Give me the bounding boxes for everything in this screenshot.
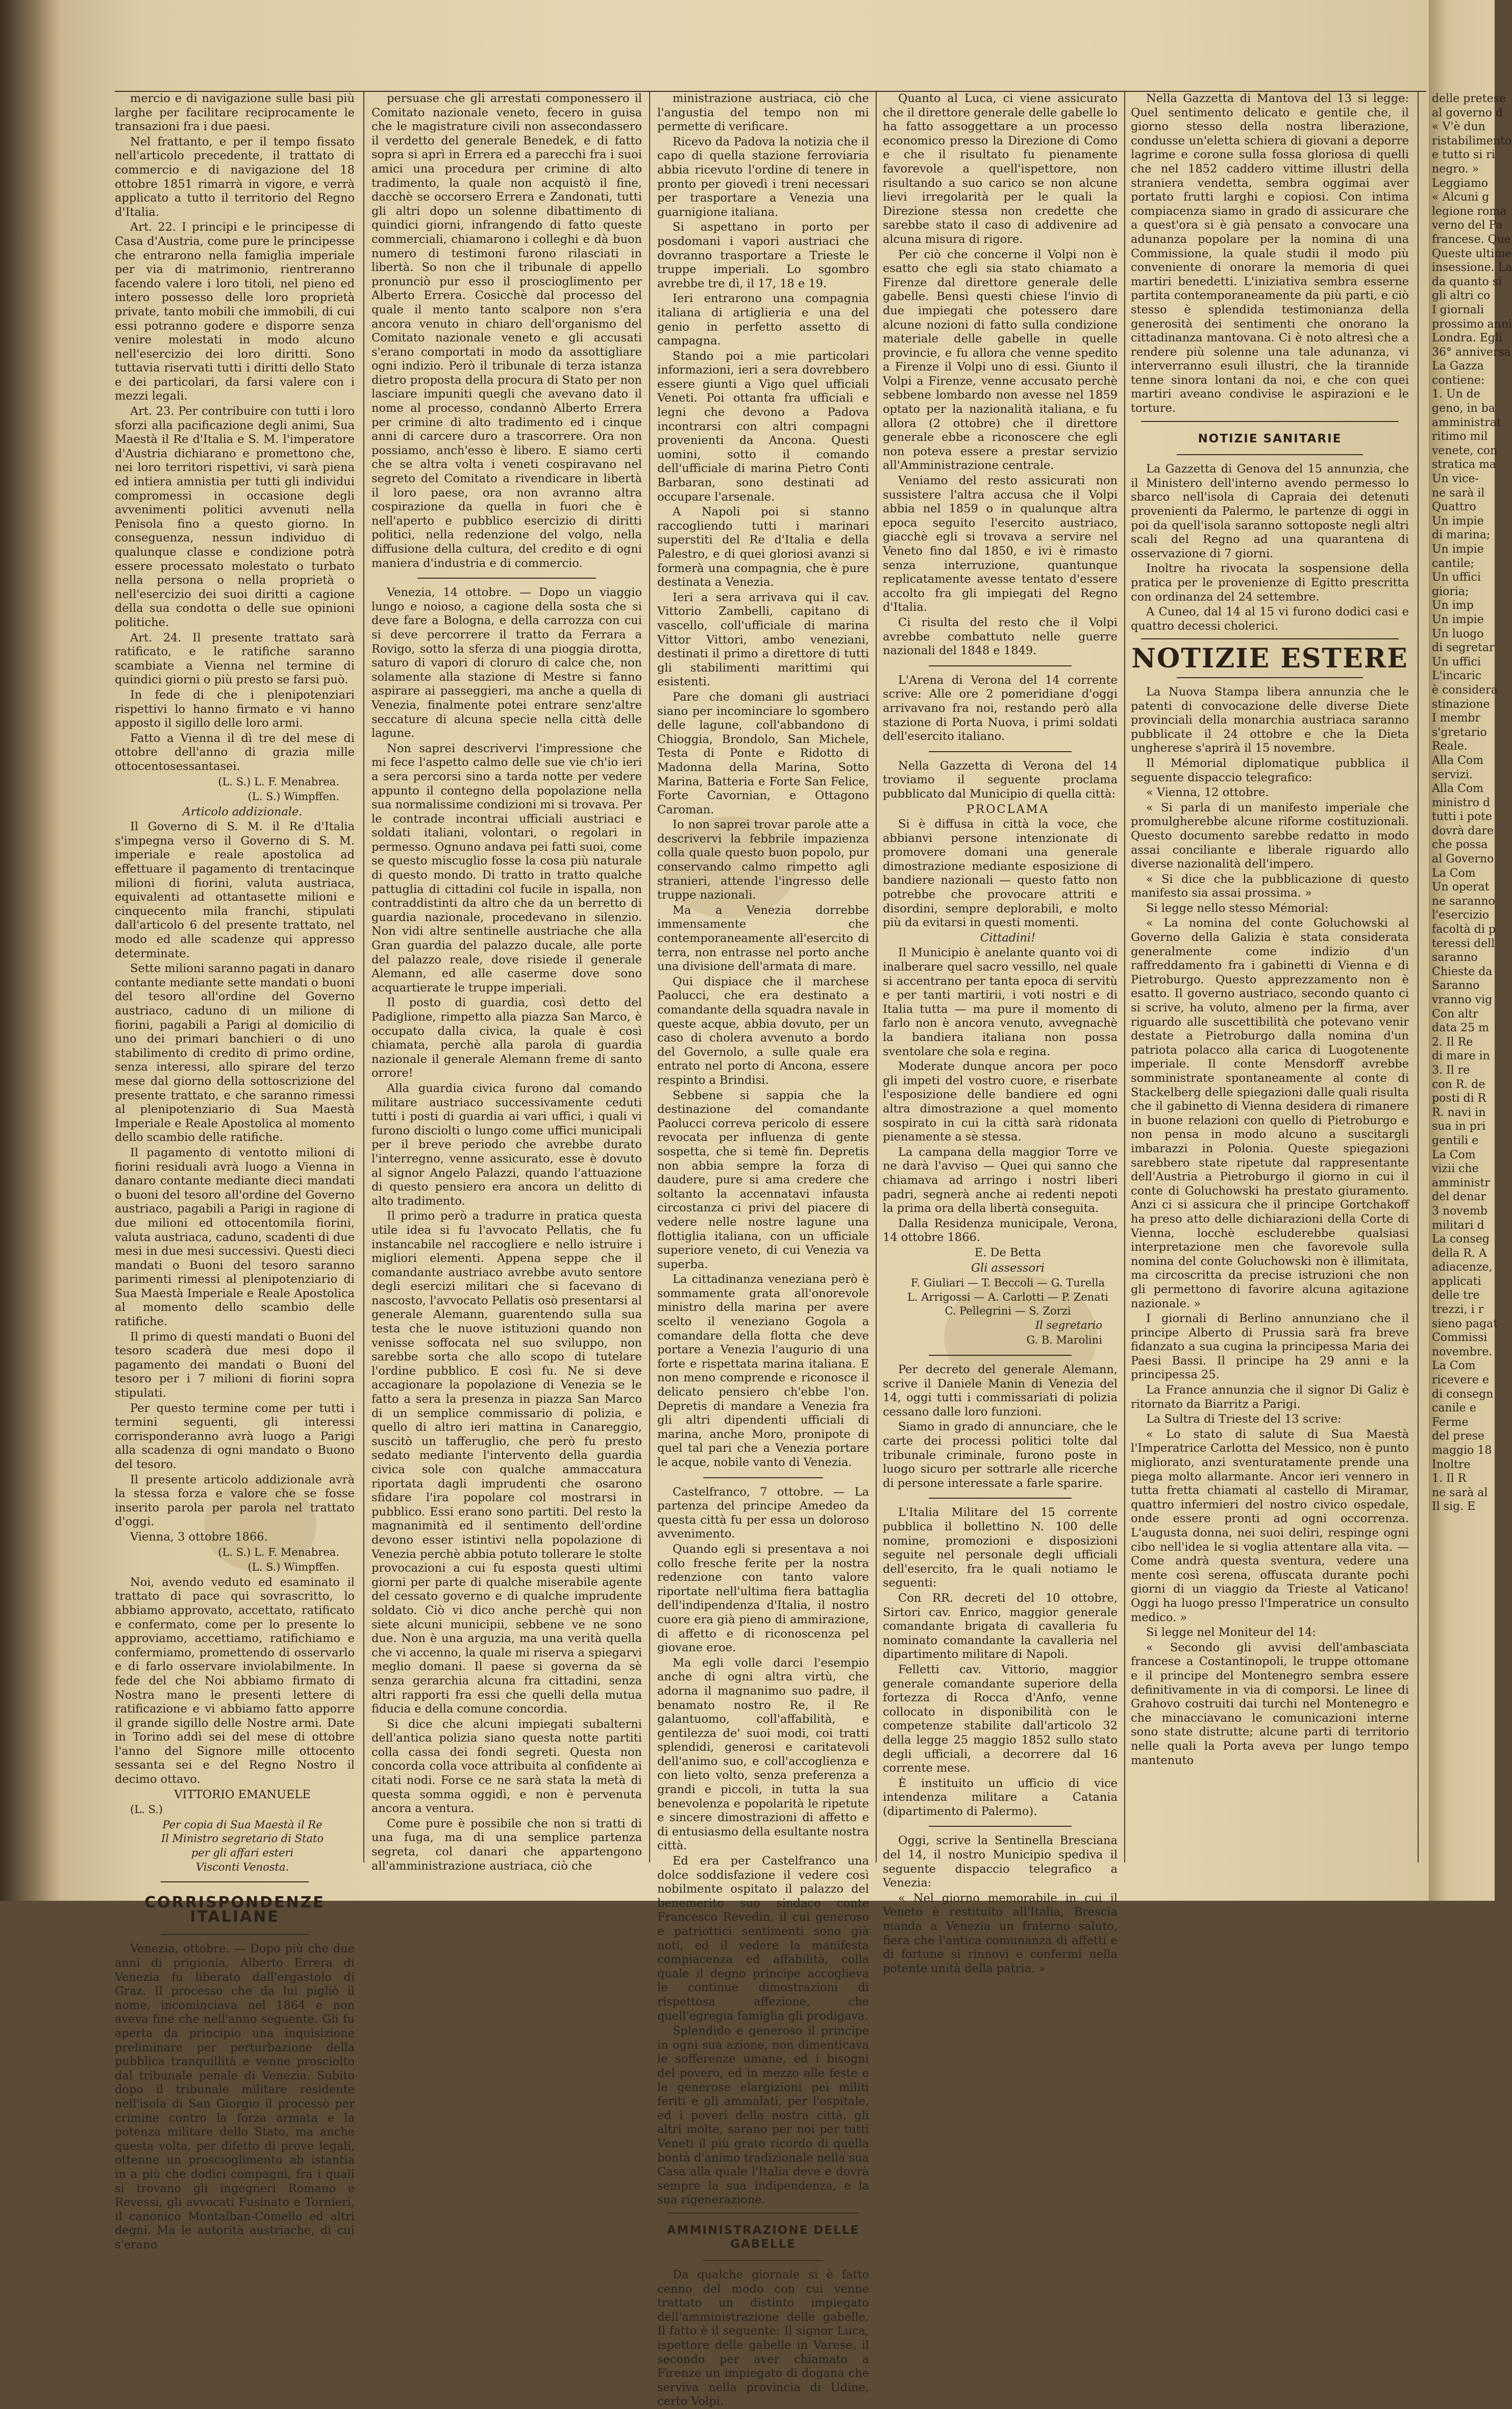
paragraph: persuase che gli arrestati componessero il Comitato nazionale veneto, fecero in guisa che le magistrature civili non assecondassero il verdetto del generale Benedek, e di fatto sopra si aprì in Errera ed a parecchi fra i suoi amici una procedura per crimine di alto tradimento, la quale non acquistò il fine, dacchè se occorsero Errera e Zandonati, tutti gli altri dopo un solenne dibattimento di quindici giorni, infrangendo di fatto queste commerciali, chiamarono i colleghi e dà buon numero di testimoni furono rilasciati in libertà. So non che il tribunale di appello pronunciò pur esso il proscioglimento per Alberto Errera. Cosicchè dal processo del quale il mento tanto scalpore non s'era ancora venuto in chiaro dell'organismo del Comitato nazionale veneto e gli accusati s'erano comportati in modo da assottigliare ogni indizio. Però il tribunale di terza istanza dietro proposta della procura di Stato per non lasciare impuniti quegli che avevano dato il nome al processo, condannò Alberto Errera per crimine di alto tradimento ed i cinque anni di carcere duro a trascorrere. Ora non possiamo, anch'esso è libero. E siamo certi che se altra volta i veneti cospiravano nel segreto del Comitato a rivendicare in libertà il loro paese, ora non avranno altra cospirazione da quella in fuori che è nell'aperto e pubblico esercizio di diritti politici, nella redenzione del volgo, nella diffusione della cultura, del credito e di ogni maniera d'industria e di commercio. [371,92,642,570]
edge-line: 1. Un de [1432,388,1480,401]
edge-line: ristabilimento [1432,134,1512,147]
assessori-line: C. Pellegrini — S. Zorzi [945,1305,1071,1318]
paragraph: Nella Gazzetta di Mantova del 13 si legge: Quel sentimento delicato e gentile che, il giorno stesso della nostra liberazione, condusse un'eletta schiera di giovani a deporre lagrime e corone sulla fossa gloriosa di quelli che nel 1852 caddero vittime illustri della straniera vendetta, sembra oggimai aver portato frutti larghi e copiosi. Con intima compiacenza siamo in grado di assicurare che a quest'ora si è già pensato a convocare una adunanza popolare per la nomina di una Commissione, la quale studii il modo più conveniente di onorare la memoria di quei martiri benedetti. L'iniziativa sembra esserne partita contemporaneamente da più parti, e ciò stesso è splendida testimonianza della generosità dei sentimenti che onorano la cittadinanza mantovana. Ci è noto altresì che a rendere più solenne una tale adunanza, vi interverranno esuli illustri, che la tirannide tenne sinora lontani da noi, e che con quei martiri aveano condivise le aspirazioni e le torture. [1131,92,1409,415]
edge-line: Chieste da [1432,965,1493,978]
assessori-title: Gli assessori [971,1261,1045,1275]
article-title: Articolo addizionale. [182,805,303,818]
paragraph: Da qualche giornale si è fatto cenno del modo con cui venne trattato un distinto impiegato dell'amministrazione delle gabelle. Il fatto è il seguente: Il signor Luca, ispettore delle gabelle in Varese, il secondo per aver chiamato a Firenze un impiegato di dogana che serviva nella provincia di Udine, certo Volpi. [657,2268,869,2408]
separator-rule [161,1881,309,1882]
paragraph: Qui dispiace che il marchese Paolucci, che era destinato a comandante della squadra navale in queste acque, abbia dovuto, per un caso di cholera avvenuto a bordo del Governolo, a sulle quale era entrato nel porto di Ancona, essere respinto a Brindisi. [657,975,869,1087]
countersign-line: Il Ministro segretario di Stato [161,1832,324,1845]
paragraph: Con RR. decreti del 10 ottobre, Sirtori cav. Enrico, maggior generale comandante brigata di cavalleria fu nominato comandante la cavalleria nel dipartimento militare di Napoli. [883,1591,1118,1661]
paragraph: Per decreto del generale Alemann, scrive il Daniele Manin di Venezia del 14, oggi tutti i commissariati di polizia cessano dalle loro funzioni. [883,1363,1118,1419]
paragraph: Inoltre ha rivocata la sospensione della pratica per le provenienze di Egitto prescritta con ordinanza del 24 settembre. [1131,562,1409,604]
edge-line: Un uffici [1432,655,1481,668]
column-divider [876,92,877,1862]
paragraph: Io non saprei trovar parole atte a descrivervi la febbrile impazienza colla quale questo buon popolo, pur conservando calmo rimpetto agli stranieri, attende l'ingresso delle truppe nazionali. [657,818,869,902]
proclama-paragraph: Cittadini! [980,931,1036,945]
seal-mark: (L. S.) [130,1803,163,1816]
edge-line: ne sarà al [1432,1486,1488,1499]
edge-line: 2. Il Re [1432,1035,1473,1049]
paragraph: « Lo stato di salute di Sua Maestà l'Imperatrice Carlotta del Messico, non è punto migliorato, anzi sventuratamente prende una piega molto allarmante. Ancor ieri vennero in tutta fretta chiamati al castello di Miramar, quattro infermieri del nostro civico ospedale, onde essere pronti ad ogni occorrenza. L'augusta donna, nei suoi deliri, respinge ogni cibo nell'idea le si voglia attentare alla vita. — Come andrà questa sventura, vedere una mente così serena, offuscata durante pochi giorni di un viaggio da Trieste al Vaticano! Oggi ha luogo presso l'Imperatrice un consulto medico. » [1131,1427,1409,1624]
edge-line: Alla Com [1432,754,1484,767]
signature-line: (L. S.) L. F. Menabrea. [218,1546,339,1558]
paragraph: Pare che domani gli austriaci siano per incominciare lo sgombero delle lagune, coll'abbandono di Chioggia, Brondolo, San Michele, Testa di Ponte e Ridotto di Madonna della Marina, Sotto Marina, Batteria e Forte San Felice, Forte Cavornian, e Ottagono Caroman. [657,690,869,816]
column-6-cutoff [1429,92,1512,1514]
separator-rule [929,665,1072,666]
edge-line: ricevere e [1432,1374,1489,1387]
edge-line: delle pretese [1432,92,1506,105]
proclama-title: PROCLAMA [966,802,1050,816]
column-2 [371,92,642,1873]
king-signature: VITTORIO EMANUELE [174,1787,311,1801]
separator-rule [1177,677,1363,678]
paragraph: Il pagamento di ventotto milioni di fiorini residuali avrà luogo a Vienna in danaro contante mediante dieci mandati o buoni del tesoro all'ordine del Governo austriaco, pagabili a Parigi in ragione di due milioni ed ottocentomila fiorini, valuta austriaca, caduno, scadenti di due mesi in due mesi successivi. Questi dieci mandati o Buoni del tesoro saranno parimenti rimessi al plenipotenziario di Sua Maestà Imperiale e Reale Apostolica al momento dello scambio delle ratifiche. [115,1146,355,1329]
edge-line: della R. A [1432,1247,1487,1260]
column-divider [1418,92,1419,1862]
edge-line: 1. Il R [1432,1472,1467,1485]
paragraph: I giornali di Berlino annunziano che il principe Alberto di Prussia sarà fra breve fidanzato a sua cugina la principessa Maria dei Paesi Bassi. Il principe ha 29 anni e la principessa 25. [1131,1312,1409,1382]
edge-line: Un imp [1432,599,1474,612]
edge-line: con R. de [1432,1078,1485,1091]
edge-line: Con altr [1432,1007,1478,1021]
section-title-sanitarie: NOTIZIE SANITARIE [1198,432,1342,445]
paragraph: La Gazzetta di Genova del 15 annunzia, che il Ministero dell'interno avendo permesso lo sbarco nell'isola di Capraia dei detenuti provenienti da Palermo, le partenze di oggi in poi da quell'isola saranno sottoposte negli altri scali del Regno ad una quarantena di osservazione di 7 giorni. [1131,462,1409,560]
edge-line: di consegn [1432,1387,1494,1401]
edge-line: La conseg [1432,1233,1490,1246]
paragraph: Sebbene si sappia che la destinazione del comandante Paolucci correva pericolo di essere revocata per influenza di gente sospetta, che si temè fin. Depretis non abbia sempre la forza di daudere, pure si ama credere che soltanto la accennatavi infausta circostanza ci privi del piacere di vedere nelle nostre lagune una flottiglia italiana, con un ufficiale superiore veneto, di cui Venezia va superba. [657,1088,869,1271]
edge-line: s'gretario [1432,726,1487,739]
edge-line: vizii che [1432,1162,1479,1176]
secretary-name: G. B. Marolini [1026,1334,1102,1347]
paragraph: La Sultra di Trieste del 13 scrive: [1146,1412,1342,1426]
paragraph: Ci risulta del resto che il Volpi avrebbe combattuto nelle guerre nazionali del 1848 e 1849. [883,615,1118,658]
edge-line: sieno pagat [1432,1317,1498,1330]
mayor-signature: E. De Betta [974,1246,1042,1259]
edge-line: Un impie [1432,543,1484,556]
edge-line: gioria; [1432,585,1469,598]
edge-line: Queste ultime [1432,247,1512,260]
assessori-line: F. Giuliari — T. Beccoli — G. Turella [910,1277,1105,1289]
signature-line: (L. S.) Wimpffen. [247,790,339,803]
paragraph: La France annunzia che il signor Di Galiz è ritornato da Biarritz a Parigi. [1131,1383,1409,1411]
edge-line: e tutto si ri [1432,148,1495,162]
edge-line: saranno [1432,951,1478,964]
paragraph: Come pure è possibile che non si tratti di una fuga, ma di una semplice partenza segreta, col danari che appartengono all'amministrazione austriaca, ciò che [371,1817,642,1873]
paragraph: Il presente articolo addizionale avrà la stessa forza e valore che se fosse inserito parola per parola nel trattato d'oggi. [115,1473,355,1529]
edge-line: maggio 18 [1432,1444,1492,1457]
edge-line: di segretar [1432,641,1495,655]
section-title-corrispondenze: CORRISPONDENZE ITALIANE [144,1894,325,1926]
separator-rule [1141,421,1399,422]
edge-line: che possa [1432,838,1488,852]
column-5 [1131,92,1409,1868]
column-3 [657,92,869,2408]
edge-line: canile e [1432,1402,1476,1415]
countersign-line: per gli affari esteri [191,1847,294,1859]
edge-line: gentili e [1432,1134,1479,1147]
edge-line: vranno vig [1432,994,1493,1006]
paragraph: Veniamo del resto assicurati non sussistere l'altra accusa che il Volpi abbia nel 1859 o in qualunque altra epoca seguito l'esercito austriaco, giacchè egli si trovava a servire nel Veneto fino dal 1850, e ivi è rimasto senza interruzione, quantunque replicatamente avesse tentato d'essere accolto fra gli impiegati del Regno d'Italia. [883,474,1118,614]
edge-line: applicati [1432,1275,1481,1288]
paragraph: « Si parla di un manifesto imperiale che promulgherebbe alcune riforme costituzionali. Questo documento sarebbe redatto in modo assai conciliante e liberale riguardo allo diverse nazionalità dell'impero. [1131,801,1409,871]
separator-rule [929,1498,1072,1499]
paragraph: Ma a Venezia dorrebbe immensamente che contemporaneamente all'esercito di terra, non entrasse nel porto anche una divisione dell'armata di mare. [657,903,869,974]
edge-line: La Com [1432,1148,1476,1161]
column-divider [649,92,650,1862]
edge-line: dovrà dare [1432,824,1494,837]
column-divider [363,92,364,1862]
paragraph: Non saprei descrivervi l'impressione che mi fece l'aspetto calmo delle sue vie ch'io ieri a sera percorsi sino a tarda notte per vedere appunto il contegno della popolazione nella sua normalissime condizioni mi si trovava. Per le contrade incontrai ufficiali austriaci e soldati italiani, volontari, o regolari in permesso. Ognuno andava pei fatti suoi, come se questo miscuglio fosse la cosa più naturale di questo mondo. Di tratto in tratto qualche pattuglia di cittadini col fucile in ispalla, non contraddistinti da altro che da un berretto di guardia nazionale, procedevano in silenzio. Non vidi altre sentinelle austriache che alla Gran guardia del palazzo ducale, alle porte del palazzo reale, dove risiede il generale Alemann, ed alle caserme dove sono acquartierate le truppe imperiali. [371,741,642,995]
paragraph: Si dice che alcuni impiegati subalterni dell'antica polizia siano questa notte partiti colla cassa dei fondi segreti. Questa non concorda colla voce attribuita al confidente ai citati nodi. Forse ce ne sarà stata la metà di questa somma oggidì, e non è pervenuta ancora a ventura. [371,1717,642,1816]
edge-line: I membr [1432,712,1481,725]
signature-line: (L. S.) L. F. Menabrea. [218,775,339,788]
edge-line: al Governo [1432,853,1494,866]
separator-rule [703,1477,823,1478]
edge-line: tutti i pote [1432,810,1492,824]
edge-line: Quattro [1432,501,1476,514]
edge-line: posti di R [1432,1092,1486,1105]
edge-line: Un vice- [1432,473,1479,486]
telegram-text: « Nel giorno memorabile in cui il Veneto è restituito all'Italia, Brescia manda a Venezia un fraterno saluto, fiera che l'antica comunanza di affetti e di fortune si rinnovi e confermi nella potente unità della patria. » [883,1891,1118,1975]
dispatch-venezia: Venezia, 14 ottobre. — Dopo un viaggio lungo e noioso, a cagione della sosta che si deve fare a Bologna, e della carrozza con cui si deve percorrere il tratto da Ferrara a Rovigo, sotto la sferza di una pioggia dirotta, saturo di vapori di cloruro di calce che, non solamente alla stazione di Mestre si fanno aspirare ai passeggieri, ma anche a quella di Venezia, finalmente potei entrare senz'altre seccature di alcuna specie nella città delle lagune. [371,586,642,740]
paragraph: Quanto al Luca, ci viene assicurato che il direttore generale delle gabelle lo ha fatto assoggettare a un processo economico presso la Direzione di Como e che il risultato fu pienamente favorevole a quell'ispettore, non risultando a suo carico se non alcune lievi irregolarità per le quali la Direzione stessa non credette che sarebbe stato il caso di addivenire ad alcuna misura di rigore. [883,92,1118,246]
countersign-line: Visconti Venosta. [195,1860,289,1873]
paragraph: Si legge nello stesso Mémorial: [1146,901,1329,915]
edge-line: legione roma [1432,205,1507,218]
paragraph: Il Governo di S. M. il Re d'Italia s'impegna verso il Governo di S. M. imperiale e reale apostolica ad effettuare il pagamento di trentacinque milioni di fiorini, valuta austriaca, equivalenti ad ottantasette milioni e cinquecento mila franchi, stipulati dall'articolo 6 del presente trattato, nel modo ed alle scadenze qui appresso determinate. [115,820,355,960]
paragraph: Per ciò che concerne il Volpi non è esatto che egli sia stato chiamato a Firenze dal direttore generale delle gabelle. Bensì questi chiese l'invio di due impiegati che potessero dare alcune nozioni di fatto sulla condizione materiale delle gabelle in quelle provincie, e fu allora che venne spedito a Firenze il Volpi uno di essi. Giunto il Volpi a Firenze, venne accusato perchè sebbene lombardo non avesse nel 1859 optato per la nazionalità italiana, e fu allora (2 ottobre) che il direttore generale ebbe a riconoscere che egli non poteva essere a prestar servizio all'Amministrazione centrale. [883,247,1118,473]
book-spine-edge [0,0,61,1901]
edge-line: ne saranno [1432,895,1495,908]
paragraph: Felletti cav. Vittorio, maggior generale comandante superiore della fortezza di Rocca d'Anfo, venne collocato in disponibilità con le competenze stabilite dall'articolo 32 della legge 25 maggio 1852 sullo stato degli ufficiali, a decorrere dal 16 corrente mese. [883,1662,1118,1775]
edge-line: cantile; [1432,557,1474,570]
paragraph: Nel frattanto, e per il tempo fissato nell'articolo precedente, il trattato di commercio e di navigazione del 18 ottobre 1851 rimarrà in vigore, e verrà applicato a tutto il territorio del Regno d'Italia. [115,135,355,219]
proclama-paragraph: Il Municipio è anelante quanto voi di inalberare quel sacro vessillo, nel quale si accentrano per tanta epoca di servitù e per tanti martirii, i voti nostri e di Italia tutta — ma pure il momento di farlo non è ancora venuto, avvegnachè la bandiera italiana non possa sventolare che sola e regina. [883,946,1118,1058]
edge-line: « Alcuni g [1432,191,1490,204]
edge-line: geno, in ba [1432,402,1495,415]
edge-line: del denar [1432,1190,1486,1204]
separator-rule [929,1355,1072,1356]
edge-line: Inoltre [1432,1458,1471,1471]
edge-line: Saranno [1432,979,1480,992]
edge-line: R. navi in [1432,1106,1486,1119]
paragraph: Alla guardia civica furono dal comando militare austriaco successivamente ceduti tutti i posti di guardia ai vari uffici, i quali vi furono disciolti o lungo come uffici municipali per il breve periodo che avrebbe durato l'interregno, venne assicurato, esse è dovuto al signor Angelo Palazzi, quando l'attuazione di questo pensiero era ancora un delitto di alto tradimento. [371,1081,642,1208]
edge-line: L'incaric [1432,669,1482,683]
edge-line: teressi dell [1432,937,1495,950]
italia-militare: L'Italia Militare del 15 corrente pubblica il bollettino N. 100 delle nomine, promozioni e disposizioni seguite nel personale degli ufficiali dell'esercito, fra le quali notiamo le seguenti: [883,1506,1118,1590]
paragraph: In fede di che i plenipotenziari rispettivi lo hanno firmato e vi hanno apposto il sigillo delle loro armi. [115,688,355,730]
paragraph: Art. 23. Per contribuire con tutti i loro sforzi alla pacificazione degli animi, Sua Maestà il Re d'Italia e S. M. l'imperatore d'Austria dichiarano e promettono che, nei loro territori rispettivi, vi sarà piena ed intiera amnistia per tutti gli individui compromessi in occasione degli avvenimenti politici avvenuti nella Penisola fino a questo giorno. In conseguenza, nessun individuo di qualunque classe e condizione potrà essere processato molestato o turbato nella persona o nella proprietà o nell'esercizio dei suoi diritti a cagione della sua condotta o delle sue opinioni politiche. [115,405,355,629]
paragraph: « Si dice che la pubblicazione di questo manifesto sia assai prossima. » [1131,872,1409,900]
paragraph: Il primo di questi mandati o Buoni del tesoro scaderà due mesi dopo il pagamento dei mandati o Buoni del tesoro per i 7 milioni di fiorini sopra stipulati. [115,1330,355,1400]
edge-line: Un luogo [1432,627,1484,640]
edge-line: trezzi, i r [1432,1303,1484,1317]
edge-line: Un impie [1432,514,1484,528]
signature-line: (L. S.) Wimpffen. [247,1561,339,1574]
edge-line: I giornali [1432,303,1484,316]
paragraph: Splendido e generoso il principe in ogni sua azione, non dimenticava le sofferenze umane, ed i bisogni del povero, ed in mezzo alle feste e le generose elargizioni pei militi feriti e gli ammalati, per l'ospitale, ed i poveri della nostra città, gli altri molte, sarano per noi per tutti Veneti il più grato ricordo di quella bontà d'animo tradizionale nella sua Casa alla quale l'Italia deve e dovrà sempre la sua indipendenza, e la sua rigenerazione. [657,2024,869,2207]
edge-line: contiene: [1432,374,1485,387]
edge-line: di mare in [1432,1050,1490,1063]
edge-line: Il sig. E [1432,1500,1476,1513]
paragraph: Sette milioni saranno pagati in danaro contante mediante sette mandati o buoni del tesoro all'ordine del Governo austriaco, caduno di un milione di fiorini, pagabili a Parigi al domicilio di uno dei primari banchieri o di uno stabilimento di credito di primo ordine, senza interessi, allo spirare del terzo mese dal giorno della sottoscrizione del presente trattato, e che saranno rimessi al plenipotenziario di Sua Maestà Imperiale e Reale Apostolica al momento dello scambio delle ratifiche. [115,962,355,1145]
paragraph: Siamo in grado di annunciare, che le carte dei processi politici tolte dal tribunale criminale, furono poste in luogo sicuro per sottrarle alle ricerche di persone interessate a farle sparire. [883,1420,1118,1490]
edge-line: Commissi [1432,1331,1488,1345]
edge-line: Leggiamo [1432,177,1489,190]
dispatch-castelfranco: Castelfranco, 7 ottobre. — La partenza del principe Amedeo da questa città fu per essa un doloroso avvenimento. [657,1485,869,1541]
edge-line: ministro d [1432,796,1491,809]
edge-line: al governo d [1432,106,1503,119]
proclama-paragraph: Moderate dunque ancora per poco gli impeti del vostro cuore, e riserbate l'esposizione delle bandiere ed ogni altra dimostrazione a quel momento sospirato in cui la città sarà ridonata pienamente a sè stessa. [883,1060,1118,1144]
edge-line: l'esercizio [1432,909,1490,922]
edge-line: Alla Com [1432,782,1484,796]
edge-line: Reale. [1432,740,1468,753]
edge-line: amministr [1432,1176,1490,1189]
paragraph: « Vienna, 12 ottobre. [1146,786,1269,800]
proclama-paragraph: Dalla Residenza municipale, Verona, 14 ottobre 1866. [883,1216,1118,1245]
edge-line: venete, con [1432,444,1498,457]
edge-line: facoltà di p [1432,923,1496,936]
column-1 [115,92,355,2251]
edge-line: amministrat [1432,416,1501,429]
paragraph: ministrazione austriaca, ciò che l'angustia del tempo non mi permette di verificare. [657,92,869,134]
paragraph: mercio e di navigazione sulle basi più larghe per facilitare reciprocamente le transazioni fra i due paesi. [115,92,355,134]
section-title-estere: NOTIZIE ESTERE [1131,643,1408,675]
edge-line: Ferme [1432,1415,1469,1429]
paragraph: Ieri a sera arrivava qui il cav. Vittorio Zambelli, capitano di vascello, coll'ufficiale di marina Vittor Vittori, ambo veneziani, destinati il primo a direttore di tutti gli stabilimenti marittimi qui esistenti. [657,590,869,689]
edge-line: negro. » [1432,162,1479,176]
column-4 [883,92,1118,1975]
paragraph: Noi, avendo veduto ed esaminato il trattato di pace qui sovrascritto, lo abbiamo approvato, accettato, ratificato e confermato, come per lo presente lo approviamo, accettiamo, ratifichiamo e confermiamo, promettendo di osservarlo e di farlo osservare inviolabilmente. In fede del che Noi abbiamo firmato di Nostra mano le presenti lettere di ratificazione e vi abbiamo fatto apporre il grande sigillo delle Nostre armi. Date in Torino addì sei del mese di ottobre l'anno del Signore mille ottocento sessanta sei e del Regno Nostro il decimo ottavo. [115,1575,355,1786]
edge-line: 3 novemb [1432,1204,1488,1218]
separator-rule [667,2213,859,2214]
edge-line: è considera [1432,683,1498,697]
paragraph: A Cuneo, dal 14 al 15 vi furono dodici casi e quattro decessi cholerici. [1131,605,1409,633]
proclama-paragraph: Si è diffusa in città la voce, che abbianvi persone intenzionate di promovere domani una generale dimostrazione mediante esposizione di bandiere nazionali — questo fatto non potrebbe che provocare attriti e disordini, sempre deplorabili, e molto più da evitarsi in questi momenti. [883,817,1118,930]
paragraph: « La nomina del conte Goluchowski al Governo della Galizia è stata considerata generalmente come indizio d'un raffreddamento fra i gabinetti di Vienna e di Pietroburgo. Questo apprezzamento non è esatto. Il governo austriaco, secondo quanto ci si scrive, ha voluto, almeno per la firma, aver riguardo alle suscettibilità che potevano venir destate a Pietroburgo dalla nomina d'un patriota polacco alla carica di Luogotenente imperiale. Il conte Mensdorff avrebbe somministrate spontaneamente al conte di Stackelberg delle spiegazioni dalle quali risulta che il gabinetto di Vienna desidera di rimanere in buone relazioni con quello di Pietroburgo e non pensa in modo alcuno a suscitargli imbarazzi in Polonia. Queste spiegazioni sarebbero state ripetute dal rappresentante dell'Austria a Pietroburgo il giorno in cui il conte di Goluchowski ha prestato giuramento. Anzi ci si assicura che il principe Gortchakoff ha preso atto delle dichiarazioni della Corte di Vienna, locchè escluderebbe qualsiasi interpretazione men che favorevole sulla nomina del conte Goluchowski non è illimitata, ma circoscritta da precise istruzioni che non gli permettono di favorire alcuna agitazione nazionale. » [1131,916,1409,1310]
edge-line: stinazione [1432,698,1490,711]
paragraph: Per questo termine come per tutti i termini seguenti, gli interessi corrisponderanno avrà luogo a Parigi alla scadenza di ogni mandato o Buono del tesoro. [115,1401,355,1471]
paragraph: Art. 22. I principi e le principesse di Casa d'Austria, come pure le principesse che entrarono nella famiglia imperiale per via di matrimonio, rientreranno facendo valere i loro titoli, nel pieno ed intero possesso delle loro proprietà private, tanto mobili che immobili, di cui essi potranno godere e disporre senza venire molestati in modo alcuno nell'esercizio dei loro diritti. Sono tuttavia riservati tutti i diritti dello Stato e dei particolari, da farsi valere con i mezzi legali. [115,220,355,403]
secretary-title: Il segretario [1035,1319,1102,1331]
edge-line: stratica ma [1432,458,1497,471]
edge-line: ne sarà il [1432,486,1485,500]
edge-line: Un operat [1432,881,1490,894]
edge-line: La Com [1432,1359,1476,1373]
paragraph: Ma egli volle darci l'esempio anche di ogni altra virtù, che adorna il magnanimo suo padre, il benamato nostro Re, il Re galantuomo, coll'affabilità, e gentilezza de' suoi modi, coi tratti splendidi, generosi e caritatevoli dell'animo suo, e coll'accoglienza e con lieto volto, senza preferenza a grandi e piccoli, in tutta la sua benevolenza e popolarità le ripetute e sincere dimostrazioni di affetto e di entusiasmo della esultante nostra città. [657,1656,869,1853]
edge-line: gli altri co [1432,289,1491,303]
edge-line: data 25 m [1432,1022,1489,1035]
paragraph: Ieri entrarono una compagnia italiana di artiglieria e una del genio in perfetto assetto di campagna. [657,292,869,348]
column-divider [1124,92,1125,1862]
edge-line: Un uffici [1432,571,1481,584]
edge-line: prossimo anni [1432,317,1512,331]
edge-line: da quanto si [1432,275,1502,288]
paragraph: Il primo però a tradurre in pratica questa utile idea si fu l'avvocato Pellatis, che fu instancabile nel raccogliere e nello istruire i migliori elementi. Appena seppe che il comandante austriaco avrebbe avuto sentore degli esercizi militari che si facevano di nascosto, l'avvocato Pellatis osò presentarsi al generale Alemann, guarentendo sulla sua testa che le nuove istituzioni quando non venisse soffocata nel suo sviluppo, non sarebbe sorta che allo scopo di tutelare l'ordine pubblico. E così fu. Ne si deve accagionare la popolazione di Venezia se le fatto a sera la presenza in piazza San Marco di un semplice commissario di polizia, e quello di altro ieri mattina in Canareggio, suscitò un tafferuglio, che però fu presto sedato mediante l'intervento della guardia civica sole con qualche ammaccatura riportata dagli imprudenti che osarono sfidare l'ira popolare col mostrarsi in pubblico. Essi erano sono partiti. Del resto la magnanimità ed il sentimento dell'ordine devono esser istintivi nella popolazione di Venezia perchè abbia potuto tollerare le stolte provocazioni a cui fu esposta questi ultimi giorni per parte di qualche miserabile agente del cessato governo e di qualche imprudente soldato. Ciò vi dico anche perchè qui non siete alcuni municipii, sebbene ve ne sono due. Non è una arguzia, ma una verità quella che vi accenno, la quale mi riserva a spiegarvi meglio domani. Il paese si governa da sè senza gerarchia alcuna fra cittadini, senza altri rapporti fra essi che quelli della mutua fiducia e della comune concordia. [371,1209,642,1716]
edge-line: delle tre [1432,1289,1480,1302]
gazzetta-verona-intro: Nella Gazzetta di Verona del 14 troviamo il seguente proclama pubblicato dal Municipio di quella città: [883,759,1118,801]
countersign-line: Per copia di Sua Maestà il Re [162,1818,323,1831]
paragraph: Si legge nel Moniteur del 14: [1146,1626,1317,1640]
paragraph: A Napoli poi si stanno raccogliendo tutti i marinari superstiti del Re d'Italia e della Palestro, e di quei gloriosi avanzi si formerà una compagnia, che è pure destinata a Venezia. [657,505,869,589]
edge-line: francese. Que [1432,233,1511,246]
edge-line: militari d [1432,1219,1484,1232]
separator-rule [703,2260,823,2261]
separator-rule [161,1934,309,1935]
paragraph: Si aspettano in porto per posdomani i vapori austriaci che dovranno trasportare a Trieste le truppe imperiali. Lo sgombro avrebbe tre dì, il 17, 18 e 19. [657,220,869,290]
paragraph: Fatto a Vienna il dì tre del mese di ottobre dell'anno di grazia mille ottocentosessantasei. [115,731,355,773]
paragraph: Vienna, 3 ottobre 1866. [130,1530,268,1544]
paragraph: Ricevo da Padova la notizia che il capo di quella stazione ferroviaria abbia ricevuto l'ordine di tenere in pronto per giovedì i treni necessari per trasportare a Venezia una guarnigione italiana. [657,135,869,219]
edge-line: Londra. Egli [1432,332,1502,345]
edge-line: adiacenze, [1432,1261,1493,1274]
paragraph: Il Mémorial diplomatique pubblica il seguente dispaccio telegrafico: [1131,756,1409,784]
sentinella-intro: Oggi, scrive la Sentinella Bresciana del 14, il nostro Municipio spediva il seguente dispaccio telegrafico a Venezia: [883,1834,1118,1890]
edge-line: servizi. [1432,768,1473,781]
separator-rule [1141,638,1399,639]
paragraph: La Nuova Stampa libera annunzia che le patenti di convocazione delle diverse Diete provinciali della monarchia austriaca saranno pubblicate il 24 ottobre e che la Dieta ungherese s'aprirà il 15 novembre. [1131,685,1409,755]
paragraph: « Secondo gli avvisi dell'ambasciata francese a Costantinopoli, le truppe ottomane e il principe del Montenegro sembra essere definitivamente in via di comporsi. Le linee di Grahovo costruiti dai turchi nel Montenegro e che minacciavano le comunicazioni interne sono state distrutte; alcune parti di territorio nelle quali la Porta aveva per lungo tempo mantenuto [1131,1641,1409,1767]
paragraph: Art. 24. Il presente trattato sarà ratificato, e le ratifiche saranno scambiate a Vienna nel termine di quindici giorni o più presto se farsi può. [115,631,355,687]
edge-line: La Com [1432,866,1476,880]
separator-rule [929,1826,1072,1827]
next-page-edge [1429,0,1512,1901]
edge-line: verno del Pa [1432,219,1503,232]
edge-line: novembre. [1432,1345,1493,1358]
edge-line: La Gazza [1432,360,1484,373]
section-title-gabelle: AMMINISTRAZIONE DELLE GABELLE [666,2223,860,2251]
paragraph: Ed era per Castelfranco una dolce soddisfazione il vedere così nobilmente ospitato il palazzo del benemerito suo sindaco conte Francesco Revedin, il cui generoso e patriottici sentimenti sono già noti, ed il vedere la manifesta compiacenza ed affabilità, colla quale il degno principe accoglieva le continue dimostrazioni di rispettosa affezione, che quell'egregia famiglia gli prodigava. [657,1854,869,2023]
edge-line: insessione. La [1432,261,1512,275]
proclama-paragraph: La campana della maggior Torre ve ne darà l'avviso — Quei qui sanno che chiamava ad arringo i nostri liberi padri, segnerà anche ai redenti nepoti la prima ora della libertà conseguita. [883,1145,1118,1215]
edge-line: sua in pri [1432,1120,1486,1133]
edge-line: Un impie [1432,613,1484,626]
paragraph: Il posto di guardia, così detto del Padiglione, rimpetto alla piazza San Marco, è occupato dalla civica, la quale è così chiamata, perchè alla parola di guardia nazionale il generale Alemann freme di santo orrore! [371,996,642,1080]
paragraph: Stando poi a mie particolari informazioni, ieri a sera dovrebbero essere giunti a Vigo quel ufficiali Veneti. Poi ottanta fra ufficiali e legni che devono a Padova incontrarsi con altri compagni provenienti da Ancona. Questi uomini, sotto il comando dell'ufficiale di marina Pietro Conti Barbaran, sono destinati ad occupare l'arsenale. [657,349,869,504]
separator-rule [417,578,596,579]
arena-news: L'Arena di Verona del 14 corrente scrive: Alle ore 2 pomeridiane d'oggi arrivavano fra noi, restando però alla stazione di Porta Nuova, i primi soldati dell'esercito italiano. [883,673,1118,743]
edge-line: ritimo mil [1432,430,1488,443]
separator-rule [929,751,1072,752]
paragraph: Venezia, ottobre. — Dopo più che due anni di prigionia, Alberto Errera di Venezia fu liberato dall'ergastolo di Graz. Il processo che da lui pigliò il nome, incominciava nel 1864 e non aveva fine che nell'anno seguente. Gli fu aperta da principio una inquisizione preliminare per perturbazione della pubblica tranquillità e venne prosciolto dal tribunale penale di Venezia. Subito dopo il tribunale militare residente nell'isola di San Giorgio il processò per crimine contro la forza armata e la potenza militare dello Stato, ma anche questa volta, per difetto di prove legali, ottenne un proscioglimento ab istantia in a più che dodici compagni, fra i quali si trovano gli ingegneri Romano e Revessi, gli avvocati Fusinato e Tornieri, il canonico Montalban-Comello ed altri degni. Ma le autorità austriache, di cui s'erano [115,1942,355,2251]
paragraph: Quando egli si presentava a noi collo fresche ferite per la nostra redenzione con tanto valore riportate nell'ultima fiera battaglia dell'indipendenza d'Italia, il nostro cuore era già pieno di ammirazione, di affetto e di riconoscenza pel giovane eroe. [657,1542,869,1655]
separator-rule [1177,454,1363,455]
edge-line: « V'è dun [1432,120,1485,134]
assessori-line: L. Arrigossi — A. Carlotti — P. Zenati [907,1290,1108,1303]
edge-line: del prese [1432,1430,1485,1443]
edge-line: 3. Il re [1432,1063,1470,1077]
edge-line: 36° anniversa [1432,345,1511,359]
paragraph: È instituito un ufficio di vice intendenza militare a Catania (dipartimento di Palermo). [883,1776,1118,1818]
paragraph: La cittadinanza veneziana però è sommamente grata all'onorevole ministro della marina per avere scelto il veneziano Gogola a comandare della flotta che deve portare a Venezia l'augurio di una forte e rispettata marina italiana. E non meno comprende e riconosce il delicato pensiero ch'ebbe l'on. Depretis di mandare a Venezia fra gli altri dipendenti ufficiali di marina, anche Moro, pronipote di quel tal pari che a Venezia portare le acque, nobile vanto di Venezia. [657,1273,869,1469]
edge-line: di marina; [1432,529,1491,542]
